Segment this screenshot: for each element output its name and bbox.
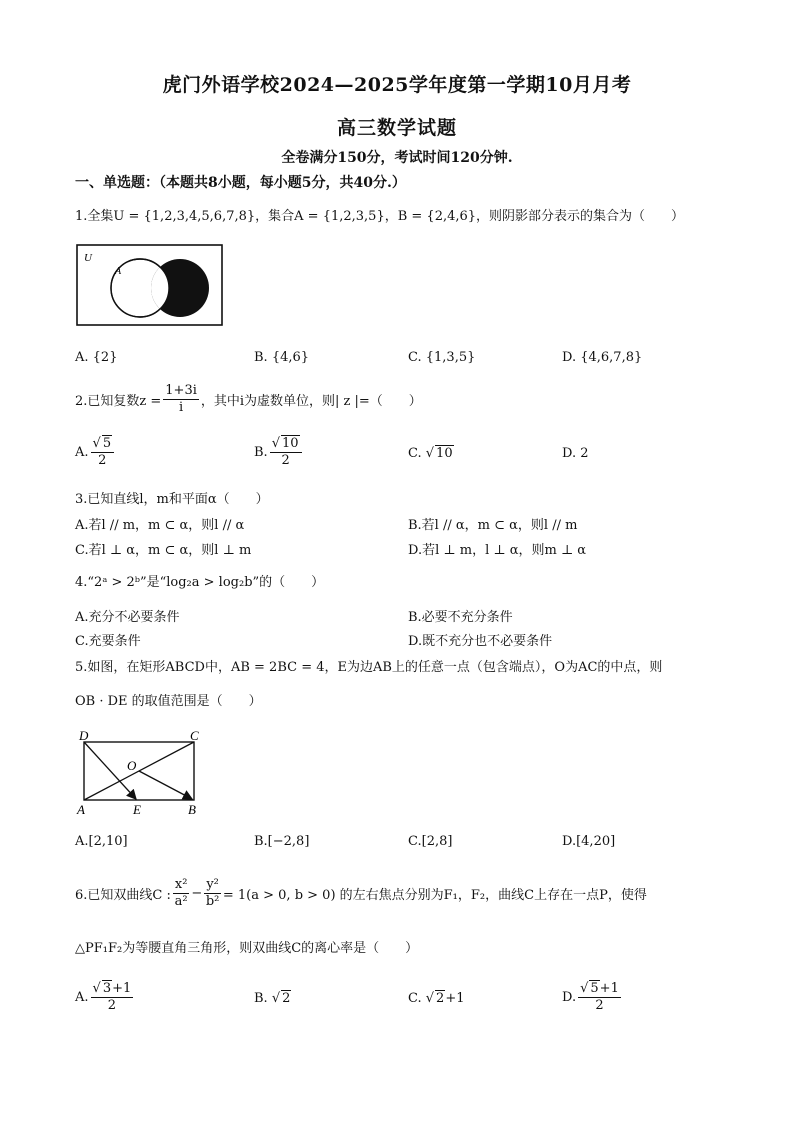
rectangle-figure xyxy=(74,726,209,818)
q6-option-a: A. $\frac{√ 3+1}{2}$ xyxy=(75,981,132,1013)
vector-ob xyxy=(139,771,192,799)
q5-option-c: C.[2,8] xyxy=(408,834,453,849)
q6-option-d: D. $\frac{√ 5+1}{2}$ xyxy=(562,981,619,1013)
q1-stem: 1.全集U = {1,2,3,4,5,6,7,8}，集合A = {1,2,3,5}，B = {2,4,6}，则阴影部分表示的集合为（ ） xyxy=(75,209,685,224)
venn-label-u: U xyxy=(84,252,92,264)
q1-option-d: D. {4,6,7,8} xyxy=(562,350,643,365)
q5-stem-line1: 5.如图，在矩形ABCD中，AB = 2BC = 4，E为边AB上的任意一点（包含端点），O为AC的中点，则 xyxy=(75,660,663,675)
q2-option-a: A. $\frac{√ 5}{2}$ xyxy=(75,436,116,469)
q2-option-c: C. √ 10 xyxy=(408,446,453,461)
q1-option-a: A. {2} xyxy=(75,350,118,365)
label-o: O xyxy=(127,758,137,773)
q5-option-a: A.[2,10] xyxy=(75,834,128,849)
venn-label-a: A xyxy=(115,266,122,277)
label-c: C xyxy=(190,728,199,743)
q4-option-b: B.必要不充分条件 xyxy=(408,610,513,625)
q6-option-c: C. √ 2+1 xyxy=(408,991,465,1006)
q4-option-c: C.充要条件 xyxy=(75,634,141,649)
q1-option-c: C. {1,3,5} xyxy=(408,350,476,365)
label-a: A xyxy=(77,802,85,817)
q4-option-d: D.既不充分也不必要条件 xyxy=(408,634,553,649)
label-d: D xyxy=(79,728,89,743)
q5-stem-line2: OB · DE 的取值范围是（ ） xyxy=(75,694,262,709)
q6-stem-line2: △PF₁F₂为等腰直角三角形，则双曲线C的离心率是（ ） xyxy=(75,941,419,956)
q4-option-a: A.充分不必要条件 xyxy=(75,610,180,625)
q2-option-d: D. 2 xyxy=(562,446,589,461)
label-e: E xyxy=(133,802,141,817)
q3-option-c: C.若l ⊥ α，m ⊂ α，则l ⊥ m xyxy=(75,543,252,558)
exam-title: 虎门外语学校2024—2025学年度第一学期10月月考 xyxy=(162,74,632,96)
q3-stem: 3.已知直线l，m和平面α（ ） xyxy=(75,492,269,507)
q3-option-a: A.若l // m，m ⊂ α，则l // α xyxy=(75,518,245,533)
q5-option-b: B.[−2,8] xyxy=(254,834,310,849)
q6-stem: 6.已知双曲线C : $\frac{\text{x²}}{\text{a²}}$ − $\frac{\text{y²}}{\text{b²}}$ = 1(a > 0, b > 0) 的左右焦点分别为F₁，F₂，曲线C上存在一点P，使得 xyxy=(75,877,647,909)
q3-option-d: D.若l ⊥ m，l ⊥ α，则m ⊥ α xyxy=(408,543,587,558)
section-heading: 一、单选题：（本题共8小题，每小题5分，共40分.） xyxy=(75,175,406,191)
q4-stem: 4.“2ᵃ > 2ᵇ”是“log₂a > log₂b”的（ ） xyxy=(75,575,325,590)
q5-option-d: D.[4,20] xyxy=(562,834,616,849)
venn-diagram xyxy=(76,244,224,328)
q2-option-b: B. $\frac{√ 10}{2}$ xyxy=(254,436,304,469)
exam-note: 全卷满分150分，考试时间120分钟. xyxy=(281,150,513,166)
q1-option-b: B. {4,6} xyxy=(254,350,310,365)
q2-stem: 2.已知复数z = $\frac{1+3i}{i}$ ，其中i为虚数单位，则| z |=（ ） xyxy=(75,383,422,415)
label-b: B xyxy=(188,802,196,817)
exam-subtitle: 高三数学试题 xyxy=(336,117,457,139)
q3-option-b: B.若l // α，m ⊂ α，则l // m xyxy=(408,518,578,533)
q6-option-b: B. √ 2 xyxy=(254,991,291,1006)
